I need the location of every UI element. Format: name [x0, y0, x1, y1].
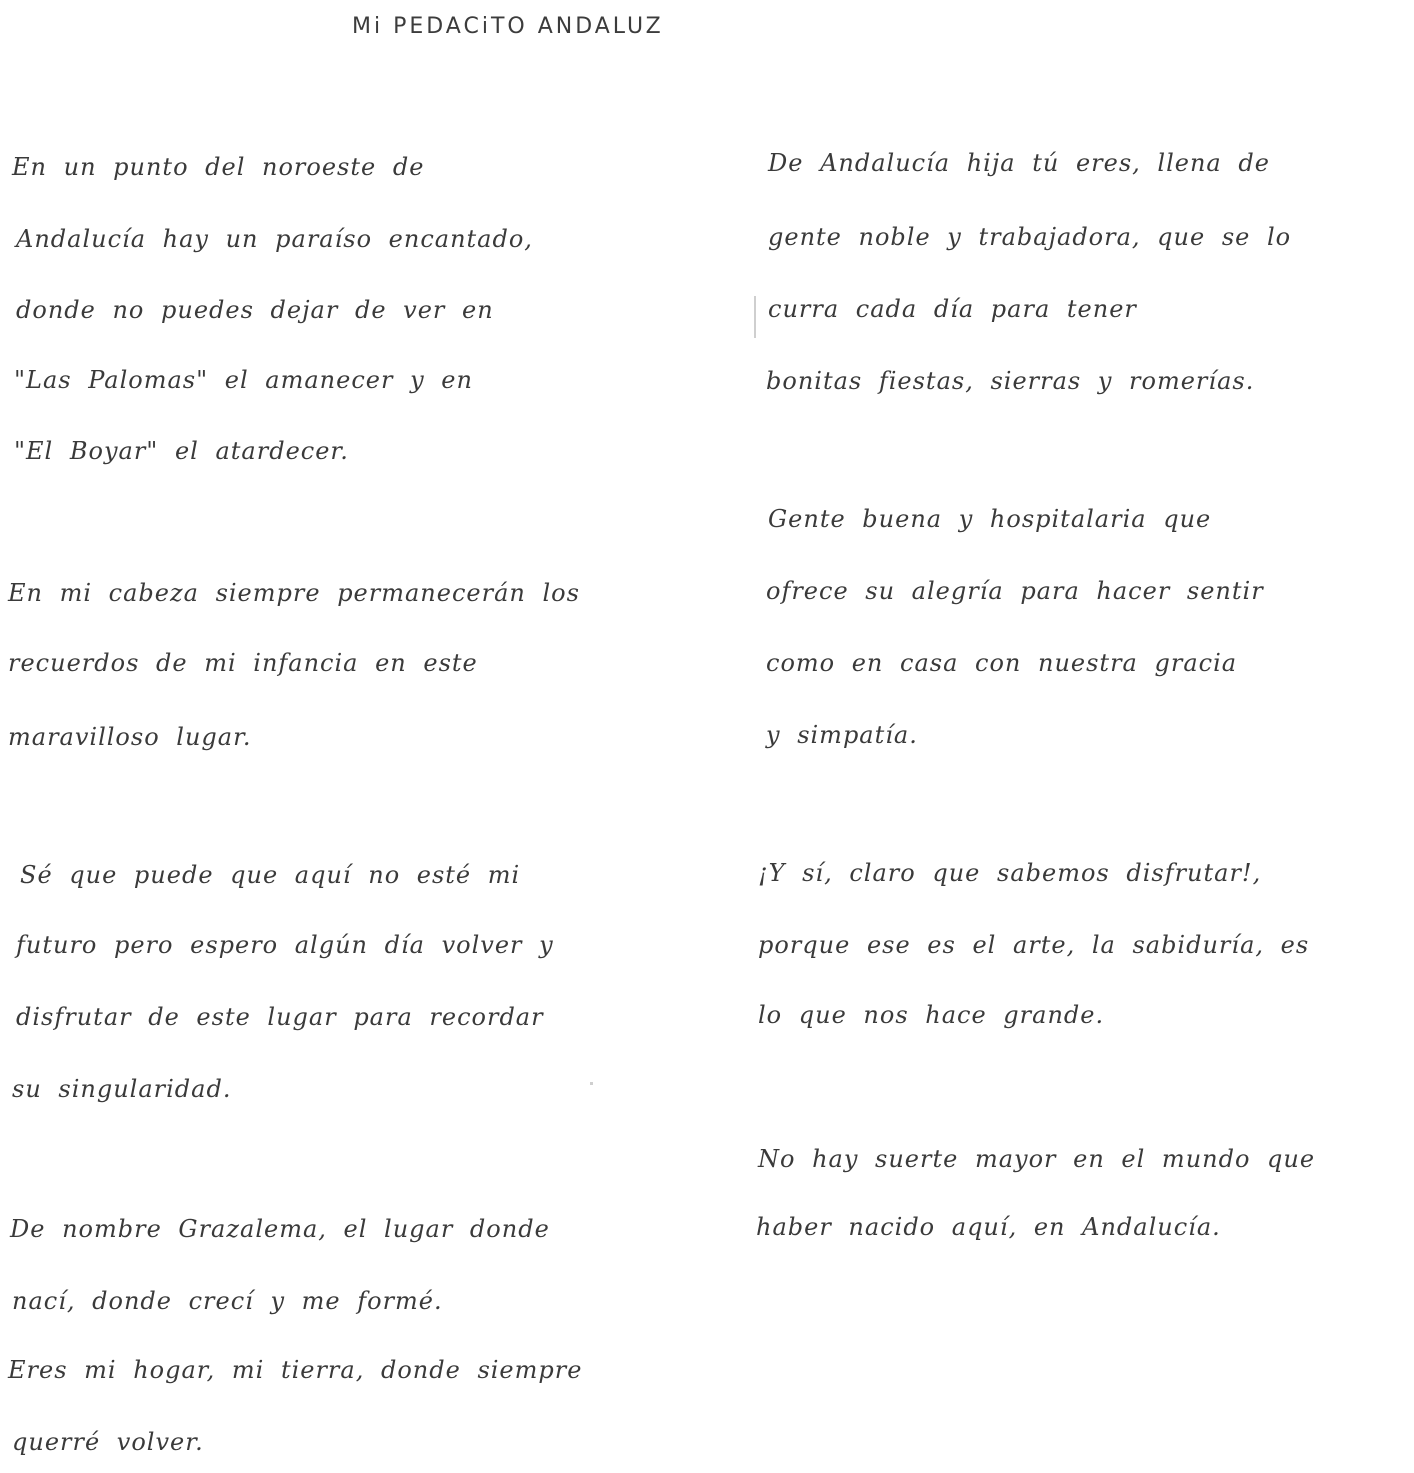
- left-line-13: De nombre Grazalema, el lugar donde: [10, 1215, 550, 1243]
- right-line-7: como en casa con nuestra gracia: [766, 649, 1238, 677]
- right-line-1: De Andalucía hija tú eres, llena de: [768, 149, 1270, 177]
- page-title: Mi PEDACiTO ANDALUZ: [352, 14, 664, 39]
- scan-dot: [590, 1082, 593, 1085]
- right-line-11: lo que nos hace grande.: [758, 1001, 1105, 1029]
- left-line-12: su singularidad.: [12, 1075, 232, 1103]
- right-line-13: haber nacido aquí, en Andalucía.: [756, 1213, 1221, 1241]
- left-line-15: Eres mi hogar, mi tierra, donde siempre: [8, 1356, 583, 1384]
- left-line-7: recuerdos de mi infancia en este: [8, 649, 478, 677]
- left-line-16: querré volver.: [12, 1428, 204, 1456]
- left-line-2: Andalucía hay un paraíso encantado,: [16, 225, 533, 253]
- right-line-10: porque ese es el arte, la sabiduría, es: [758, 931, 1310, 959]
- left-line-5: "El Boyar" el atardecer.: [14, 437, 349, 465]
- left-line-6: En mi cabeza siempre permanecerán los: [8, 579, 580, 607]
- right-line-6: ofrece su alegría para hacer sentir: [766, 577, 1264, 605]
- right-line-9: ¡Y sí, claro que sabemos disfrutar!,: [758, 859, 1262, 887]
- right-line-2: gente noble y trabajadora, que se lo: [768, 223, 1292, 251]
- right-line-12: No hay suerte mayor en el mundo que: [758, 1145, 1316, 1173]
- left-line-9: Sé que puede que aquí no esté mi: [20, 861, 521, 889]
- right-line-3: curra cada día para tener: [768, 295, 1137, 323]
- left-line-10: futuro pero espero algún día volver y: [16, 931, 554, 959]
- scan-mark: [754, 296, 756, 338]
- left-line-11: disfrutar de este lugar para recordar: [16, 1003, 544, 1031]
- left-line-8: maravilloso lugar.: [8, 723, 252, 751]
- right-line-5: Gente buena y hospitalaria que: [768, 505, 1212, 533]
- right-line-8: y simpatía.: [766, 721, 918, 749]
- left-line-1: En un punto del noroeste de: [12, 153, 425, 181]
- left-line-14: nací, donde crecí y me formé.: [12, 1287, 443, 1315]
- right-line-4: bonitas fiestas, sierras y romerías.: [766, 367, 1255, 395]
- left-line-4: "Las Palomas" el amanecer y en: [14, 366, 473, 394]
- left-line-3: donde no puedes dejar de ver en: [16, 296, 494, 324]
